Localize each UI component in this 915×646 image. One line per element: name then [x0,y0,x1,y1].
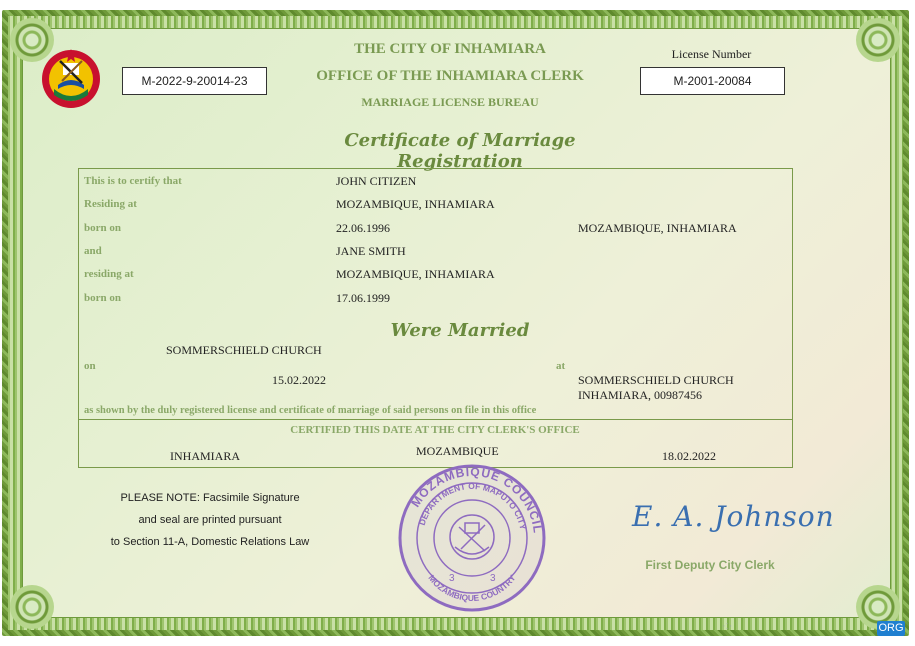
label-and: and [84,245,102,257]
ceremony-place-line2: INHAMIARA, 00987456 [578,388,702,402]
label-certified: CERTIFIED THIS DATE AT THE CITY CLERK'S OFFICE [290,424,580,436]
seal-inner-text: DEPARTMENT OF MAPUTO CITY [416,480,529,531]
svg-text:3: 3 [490,573,496,584]
note-line-3: to Section 11-A, Domestic Relations Law [110,536,310,548]
seal-bottom-text: MOZAMBIQUE COUNTRY [426,572,518,604]
party1-name: JOHN CITIZEN [336,174,417,188]
clerk-signature: E. A. Johnson [632,500,835,533]
header-city: THE CITY OF INHAMIARA [354,41,546,57]
label-born-on: born on [84,222,121,234]
watermark-logo: ·:· [722,620,733,632]
party2-name: JANE SMITH [336,244,406,258]
coat-of-arms-icon [40,45,102,111]
details-table [78,168,793,468]
label-certify: This is to certify that [84,175,182,187]
corner-rosette-icon [10,585,54,629]
label-at: at [556,360,566,372]
label-residing-at-2: residing at [84,268,134,280]
party2-residence: MOZAMBIQUE, INHAMIARA [336,267,495,281]
divider [78,419,792,420]
corner-rosette-icon [856,18,900,62]
ceremony-officiant: SOMMERSCHIELD CHURCH [166,343,322,357]
certificate-number-box: M-2022-9-20014-23 [122,67,267,95]
label-residing-at: Residing at [84,198,137,210]
header-office: OFFICE OF THE INHAMIARA CLERK [316,68,584,84]
watermark-badge: ORG [878,622,904,634]
note-line-1: PLEASE NOTE: Facsimile Signature [120,492,300,504]
svg-text:3: 3 [449,573,455,584]
ceremony-place-line1: SOMMERSCHIELD CHURCH [578,373,734,387]
seal-outer-text: MOZAMBIQUE COUNCIL [408,464,545,535]
party1-birth-date: 22.06.1996 [336,221,390,235]
certified-country: MOZAMBIQUE [416,444,499,458]
party2-birth-date: 17.06.1999 [336,291,390,305]
header-bureau: MARRIAGE LICENSE BUREAU [361,95,539,109]
certified-city: INHAMIARA [170,449,240,463]
were-married-heading: Were Married [390,320,530,341]
label-born-on-2: born on [84,292,121,304]
certificate-title: Certificate of Marriage Registration [344,130,576,172]
license-number-box: M-2001-20084 [640,67,785,95]
ceremony-date: 15.02.2022 [272,373,326,387]
note-line-2: and seal are printed pursuant [138,514,282,526]
label-shown-by: as shown by the duly registered license and certificate of marriage of said persons on file in this office [84,405,537,416]
party1-residence: MOZAMBIQUE, INHAMIARA [336,197,495,211]
official-seal [397,463,547,613]
signature-title: First Deputy City Clerk [645,558,775,572]
party1-birth-place: MOZAMBIQUE, INHAMIARA [578,221,737,235]
license-number-label: License Number [671,47,752,61]
certified-date: 18.02.2022 [662,449,716,463]
label-on: on [84,360,96,372]
